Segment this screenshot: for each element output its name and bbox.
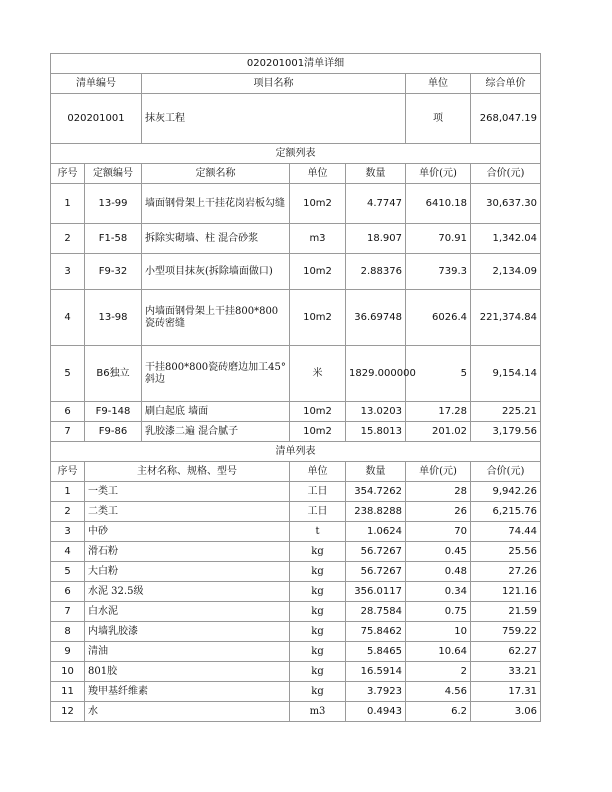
quota-section-row xyxy=(51,144,541,164)
quota-unit: 米 xyxy=(290,346,346,402)
material-total: 33.21 xyxy=(471,662,541,682)
quota-code: B6独立 xyxy=(85,346,142,402)
material-price: 0.75 xyxy=(406,602,471,622)
material-row xyxy=(51,482,541,502)
material-total: 27.26 xyxy=(471,562,541,582)
material-qty: 354.7262 xyxy=(346,482,406,502)
material-unit: kg xyxy=(290,582,346,602)
quota-no: 6 xyxy=(51,402,85,422)
quota-unit: 10m2 xyxy=(290,422,346,442)
quota-col-name: 定额名称 xyxy=(142,164,290,184)
quota-total: 225.21 xyxy=(471,402,541,422)
quota-unit: 10m2 xyxy=(290,254,346,290)
material-price: 6.2 xyxy=(406,702,471,722)
material-row xyxy=(51,542,541,562)
quota-name: 内墙面钢骨架上干挂800*800瓷砖密缝 xyxy=(142,290,290,346)
quota-qty: 2.88376 xyxy=(346,254,406,290)
quota-total: 1,342.04 xyxy=(471,224,541,254)
quota-total: 9,154.14 xyxy=(471,346,541,402)
material-name: 白水泥 xyxy=(85,602,290,622)
material-name: 水泥 32.5级 xyxy=(85,582,290,602)
material-name: 清油 xyxy=(85,642,290,662)
quota-section-title: 定额列表 xyxy=(51,144,541,164)
quota-col-code: 定额编号 xyxy=(85,164,142,184)
material-unit: kg xyxy=(290,602,346,622)
material-price: 0.34 xyxy=(406,582,471,602)
bill-detail-table xyxy=(50,53,541,722)
material-no: 3 xyxy=(51,522,85,542)
quota-col-total: 合价(元) xyxy=(471,164,541,184)
material-no: 9 xyxy=(51,642,85,662)
material-no: 6 xyxy=(51,582,85,602)
materials-col-no: 序号 xyxy=(51,462,85,482)
quota-qty: 36.69748 xyxy=(346,290,406,346)
material-no: 1 xyxy=(51,482,85,502)
material-total: 25.56 xyxy=(471,542,541,562)
material-total: 9,942.26 xyxy=(471,482,541,502)
material-unit: kg xyxy=(290,622,346,642)
col-header-price: 综合单价 xyxy=(471,74,541,94)
material-qty: 56.7267 xyxy=(346,542,406,562)
material-row xyxy=(51,662,541,682)
material-name: 二类工 xyxy=(85,502,290,522)
materials-col-price: 单价(元) xyxy=(406,462,471,482)
materials-section-title: 清单列表 xyxy=(51,442,541,462)
bill-code: 020201001 xyxy=(51,94,142,144)
material-row xyxy=(51,682,541,702)
material-row xyxy=(51,702,541,722)
material-row xyxy=(51,562,541,582)
material-unit: t xyxy=(290,522,346,542)
material-price: 28 xyxy=(406,482,471,502)
quota-header-row xyxy=(51,164,541,184)
bill-unit: 项 xyxy=(406,94,471,144)
materials-col-name: 主材名称、规格、型号 xyxy=(85,462,290,482)
material-no: 2 xyxy=(51,502,85,522)
quota-unit: 10m2 xyxy=(290,184,346,224)
material-total: 62.27 xyxy=(471,642,541,662)
quota-name: 干挂800*800瓷砖磨边加工45°斜边 xyxy=(142,346,290,402)
quota-price: 70.91 xyxy=(406,224,471,254)
material-name: 801胶 xyxy=(85,662,290,682)
quota-total: 2,134.09 xyxy=(471,254,541,290)
quota-no: 2 xyxy=(51,224,85,254)
quota-code: 13-99 xyxy=(85,184,142,224)
material-unit: kg xyxy=(290,642,346,662)
materials-section-row xyxy=(51,442,541,462)
material-row xyxy=(51,502,541,522)
quota-price: 739.3 xyxy=(406,254,471,290)
bill-name: 抹灰工程 xyxy=(142,94,406,144)
material-unit: 工日 xyxy=(290,502,346,522)
material-price: 10 xyxy=(406,622,471,642)
quota-code: F9-86 xyxy=(85,422,142,442)
material-no: 8 xyxy=(51,622,85,642)
bill-price: 268,047.19 xyxy=(471,94,541,144)
quota-price: 6410.18 xyxy=(406,184,471,224)
material-total: 17.31 xyxy=(471,682,541,702)
quota-row xyxy=(51,224,541,254)
material-no: 10 xyxy=(51,662,85,682)
material-row xyxy=(51,622,541,642)
quota-qty: 13.0203 xyxy=(346,402,406,422)
material-row xyxy=(51,602,541,622)
quota-no: 1 xyxy=(51,184,85,224)
bill-row xyxy=(51,94,541,144)
quota-total: 30,637.30 xyxy=(471,184,541,224)
quota-code: F1-58 xyxy=(85,224,142,254)
quota-row xyxy=(51,346,541,402)
material-price: 10.64 xyxy=(406,642,471,662)
material-row xyxy=(51,642,541,662)
material-qty: 5.8465 xyxy=(346,642,406,662)
quota-row xyxy=(51,422,541,442)
material-name: 大白粉 xyxy=(85,562,290,582)
material-name: 滑石粉 xyxy=(85,542,290,562)
materials-col-qty: 数量 xyxy=(346,462,406,482)
sheet-title: 020201001清单详细 xyxy=(51,54,541,74)
quota-no: 5 xyxy=(51,346,85,402)
material-unit: kg xyxy=(290,662,346,682)
material-total: 74.44 xyxy=(471,522,541,542)
material-total: 21.59 xyxy=(471,602,541,622)
material-unit: kg xyxy=(290,562,346,582)
title-row xyxy=(51,54,541,74)
quota-price: 6026.4 xyxy=(406,290,471,346)
quota-unit: 10m2 xyxy=(290,290,346,346)
material-total: 121.16 xyxy=(471,582,541,602)
quota-price: 201.02 xyxy=(406,422,471,442)
material-unit: kg xyxy=(290,682,346,702)
quota-row xyxy=(51,254,541,290)
quota-unit: m3 xyxy=(290,224,346,254)
quota-name: 刷白起底 墙面 xyxy=(142,402,290,422)
material-qty: 16.5914 xyxy=(346,662,406,682)
quota-row xyxy=(51,290,541,346)
material-name: 羧甲基纤维素 xyxy=(85,682,290,702)
material-total: 3.06 xyxy=(471,702,541,722)
quota-qty: 15.8013 xyxy=(346,422,406,442)
quota-unit: 10m2 xyxy=(290,402,346,422)
material-no: 7 xyxy=(51,602,85,622)
quota-col-no: 序号 xyxy=(51,164,85,184)
material-no: 11 xyxy=(51,682,85,702)
quota-no: 4 xyxy=(51,290,85,346)
quota-price: 17.28 xyxy=(406,402,471,422)
material-name: 中砂 xyxy=(85,522,290,542)
quota-no: 7 xyxy=(51,422,85,442)
material-name: 水 xyxy=(85,702,290,722)
material-name: 内墙乳胶漆 xyxy=(85,622,290,642)
quota-price: 5 xyxy=(406,346,471,402)
quota-total: 3,179.56 xyxy=(471,422,541,442)
material-price: 0.48 xyxy=(406,562,471,582)
material-unit: 工日 xyxy=(290,482,346,502)
material-price: 4.56 xyxy=(406,682,471,702)
material-row xyxy=(51,522,541,542)
quota-total: 221,374.84 xyxy=(471,290,541,346)
quota-code: 13-98 xyxy=(85,290,142,346)
material-qty: 0.4943 xyxy=(346,702,406,722)
material-unit: kg xyxy=(290,542,346,562)
quota-qty: 1829.000000 xyxy=(346,346,406,402)
material-price: 26 xyxy=(406,502,471,522)
material-unit: m3 xyxy=(290,702,346,722)
material-row xyxy=(51,582,541,602)
quota-col-price: 单价(元) xyxy=(406,164,471,184)
material-total: 759.22 xyxy=(471,622,541,642)
material-no: 5 xyxy=(51,562,85,582)
material-qty: 356.0117 xyxy=(346,582,406,602)
material-price: 2 xyxy=(406,662,471,682)
material-qty: 1.0624 xyxy=(346,522,406,542)
quota-name: 小型项目抹灰(拆除墙面做口) xyxy=(142,254,290,290)
quota-col-qty: 数量 xyxy=(346,164,406,184)
material-price: 70 xyxy=(406,522,471,542)
col-header-code: 清单编号 xyxy=(51,74,142,94)
materials-col-total: 合价(元) xyxy=(471,462,541,482)
material-price: 0.45 xyxy=(406,542,471,562)
col-header-name: 项目名称 xyxy=(142,74,406,94)
material-no: 12 xyxy=(51,702,85,722)
material-qty: 56.7267 xyxy=(346,562,406,582)
material-qty: 75.8462 xyxy=(346,622,406,642)
material-qty: 3.7923 xyxy=(346,682,406,702)
material-qty: 238.8288 xyxy=(346,502,406,522)
material-name: 一类工 xyxy=(85,482,290,502)
quota-no: 3 xyxy=(51,254,85,290)
bill-detail-sheet xyxy=(50,53,540,722)
quota-qty: 4.7747 xyxy=(346,184,406,224)
quota-row xyxy=(51,402,541,422)
material-total: 6,215.76 xyxy=(471,502,541,522)
materials-col-unit: 单位 xyxy=(290,462,346,482)
material-qty: 28.7584 xyxy=(346,602,406,622)
quota-row xyxy=(51,184,541,224)
quota-col-unit: 单位 xyxy=(290,164,346,184)
header-row xyxy=(51,74,541,94)
quota-name: 墙面钢骨架上干挂花岗岩板勾缝 xyxy=(142,184,290,224)
quota-code: F9-148 xyxy=(85,402,142,422)
quota-name: 乳胶漆二遍 混合腻子 xyxy=(142,422,290,442)
quota-qty: 18.907 xyxy=(346,224,406,254)
col-header-unit: 单位 xyxy=(406,74,471,94)
materials-header-row xyxy=(51,462,541,482)
material-no: 4 xyxy=(51,542,85,562)
quota-name: 拆除实砌墙、柱 混合砂浆 xyxy=(142,224,290,254)
quota-code: F9-32 xyxy=(85,254,142,290)
